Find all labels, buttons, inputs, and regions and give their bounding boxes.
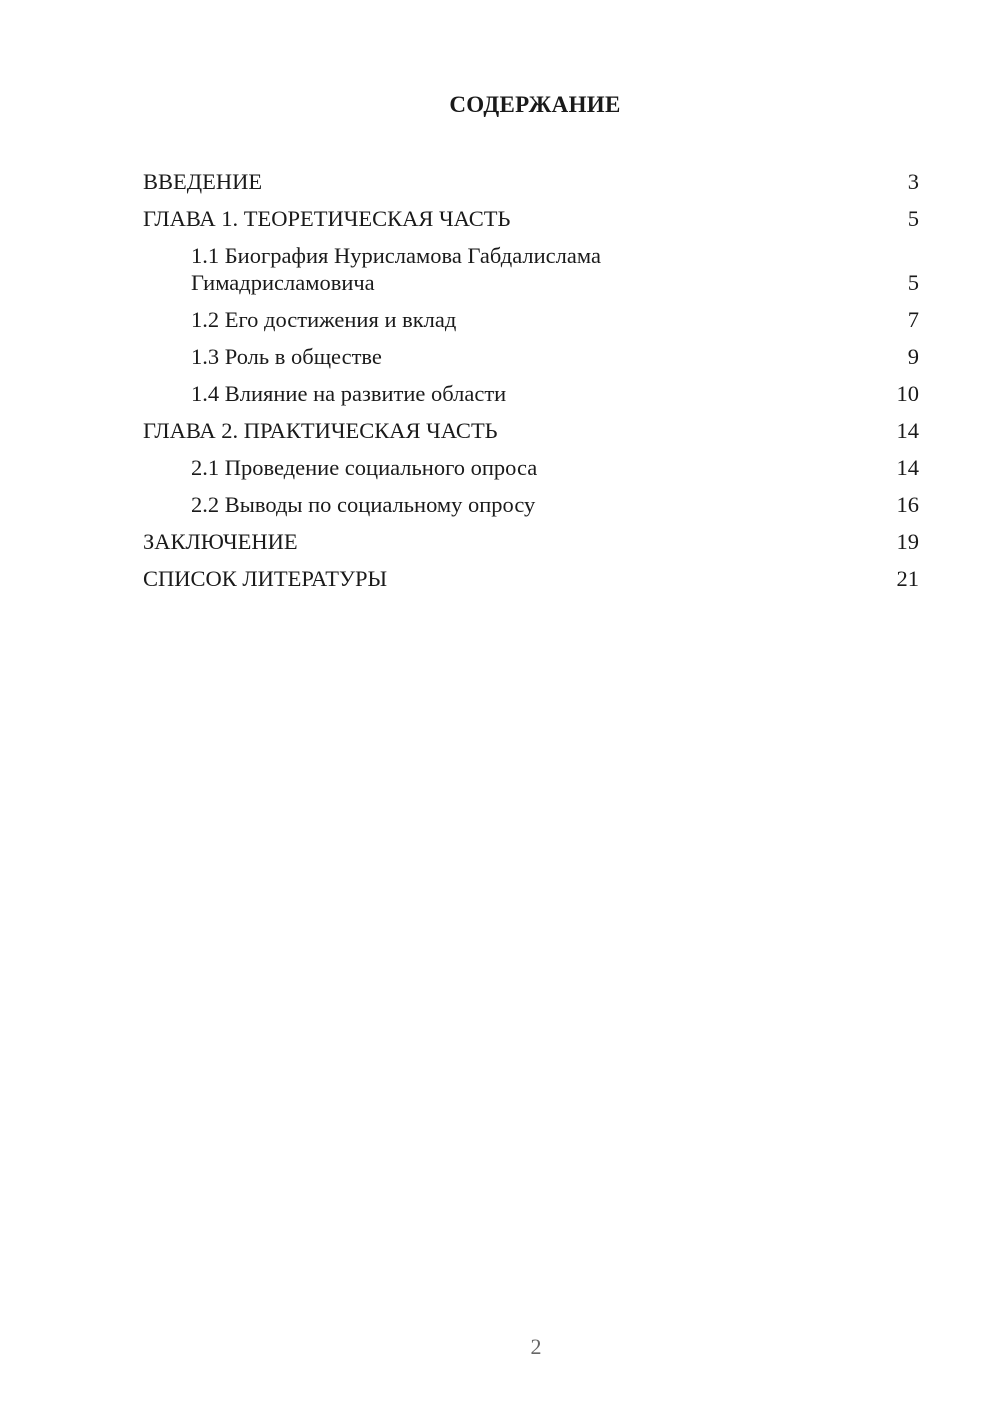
toc-entry-label: ЗАКЛЮЧЕНИЕ <box>143 529 298 554</box>
toc-entry-label: СПИСОК ЛИТЕРАТУРЫ <box>143 566 388 591</box>
toc-entry <box>143 565 919 592</box>
toc-entry-page: 5 <box>907 206 919 231</box>
toc-entry <box>143 306 919 333</box>
toc-entry-page: 21 <box>896 566 919 591</box>
toc-entry <box>143 491 919 518</box>
toc-entry <box>143 454 919 481</box>
table-of-contents <box>143 168 919 602</box>
toc-entry <box>143 417 919 444</box>
toc-entry <box>143 242 919 296</box>
toc-entry-page: 19 <box>896 529 919 554</box>
toc-entry-label: 1.2 Его достижения и вклад <box>191 307 457 332</box>
toc-entry-label: 1.4 Влияние на развитие области <box>191 381 507 406</box>
toc-entry <box>143 168 919 195</box>
toc-entry-page: 3 <box>907 169 919 194</box>
toc-entry-label: ГЛАВА 1. ТЕОРЕТИЧЕСКАЯ ЧАСТЬ <box>143 206 511 231</box>
toc-entry-label: 1.1 Биография Нурисламова Габдалислама Гимадрисламовича <box>191 243 601 295</box>
toc-entry-page: 16 <box>896 492 919 517</box>
toc-entry-label: 2.2 Выводы по социальному опросу <box>191 492 536 517</box>
page-number: 2 <box>530 1334 542 1359</box>
toc-entry-page: 7 <box>907 307 919 332</box>
toc-entry-page: 5 <box>907 270 919 295</box>
toc-entry <box>143 205 919 232</box>
toc-entry <box>143 380 919 407</box>
toc-entry-label: 2.1 Проведение социального опроса <box>191 455 538 480</box>
toc-entry-page: 10 <box>896 381 919 406</box>
toc-entry-page: 14 <box>896 418 919 443</box>
toc-entry <box>143 343 919 370</box>
toc-entry-label: ГЛАВА 2. ПРАКТИЧЕСКАЯ ЧАСТЬ <box>143 418 498 443</box>
toc-entry <box>143 528 919 555</box>
toc-entry-page: 14 <box>896 455 919 480</box>
toc-entry-page: 9 <box>907 344 919 369</box>
page-title: СОДЕРЖАНИЕ <box>449 92 621 117</box>
toc-entry-label: ВВЕДЕНИЕ <box>143 169 263 194</box>
toc-entry-label: 1.3 Роль в обществе <box>191 344 382 369</box>
